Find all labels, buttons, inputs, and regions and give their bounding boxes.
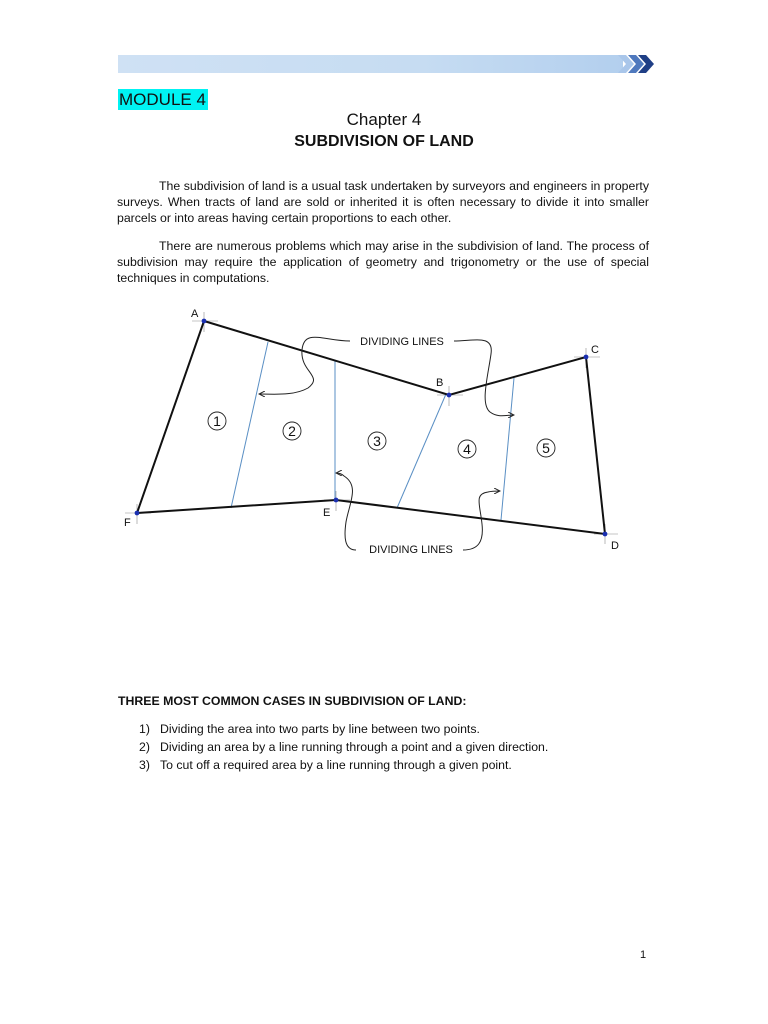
- list-item: [118, 756, 548, 774]
- corner-label-b: B: [436, 377, 444, 389]
- cases-heading: THREE MOST COMMON CASES IN SUBDIVISION OF LAND:: [118, 694, 467, 708]
- dividing-lines-label-top: DIVIDING LINES: [360, 336, 444, 348]
- corner-label-d: D: [611, 540, 619, 552]
- land-boundary: [137, 321, 605, 534]
- list-item: [118, 738, 548, 756]
- list-item: [118, 720, 548, 738]
- chevron-arrows-icon: [600, 53, 660, 75]
- parcel-number-2: 2: [288, 423, 296, 439]
- page-number: 1: [640, 949, 647, 961]
- dividing-lines-label-bottom: DIVIDING LINES: [369, 544, 453, 556]
- list-item-text: Dividing the area into two parts by line between two points.: [160, 722, 480, 736]
- header-bar: [118, 55, 623, 73]
- corner-label-e: E: [323, 507, 331, 519]
- module-label: MODULE 4: [119, 90, 206, 109]
- intro-paragraph: The subdivision of land is a usual task undertaken by surveyors and engineers in property surveys. When tracts of land are sold or inherited it is often necessary to divide it into smaller parcels or into areas having certain proportions to each other.: [117, 179, 649, 225]
- dividing-lines: [231, 342, 514, 520]
- parcel-number-3: 3: [373, 433, 381, 449]
- list-item-number: 2): [139, 740, 150, 754]
- problems-paragraph: There are numerous problems which may arise in the subdivision of land. The process of subdivision may require the application of geometry and trigonometry or the use of special techniques in computations.: [117, 239, 649, 285]
- list-item-text: Dividing an area by a line running through a point and a given direction.: [160, 740, 549, 754]
- parcel-number-4: 4: [463, 441, 471, 457]
- list-item-text: To cut off a required area by a line running through a given point.: [160, 758, 512, 772]
- chapter-subtitle: SUBDIVISION OF LAND: [294, 133, 474, 150]
- corner-label-f: F: [124, 517, 131, 529]
- parcel-markers: [208, 412, 555, 458]
- corner-label-a: A: [191, 308, 199, 320]
- parcel-number-1: 1: [213, 413, 221, 429]
- chapter-title: Chapter 4: [346, 110, 422, 129]
- cases-list: [118, 720, 548, 774]
- corner-label-c: C: [591, 344, 599, 356]
- bottom-callout-leaders: [336, 473, 500, 550]
- land-subdivision-diagram: [118, 298, 632, 564]
- list-item-number: 3): [139, 758, 150, 772]
- list-item-number: 1): [139, 722, 150, 736]
- parcel-number-5: 5: [542, 440, 550, 456]
